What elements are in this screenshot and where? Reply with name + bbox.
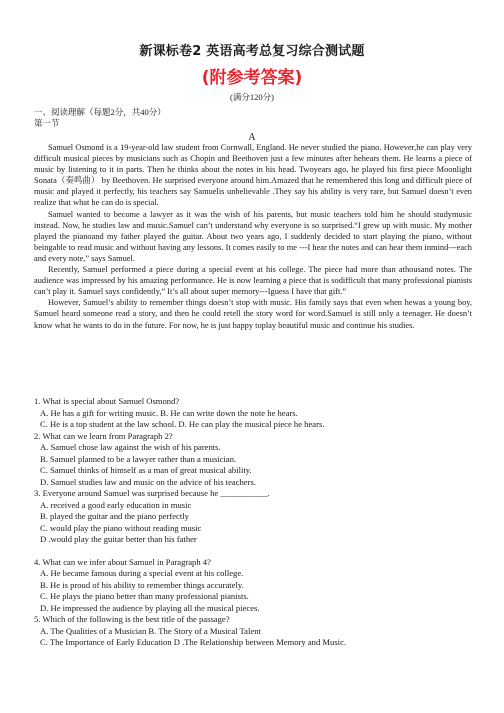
option-line: D. Samuel studies law and music on the advice of his teachers.: [40, 476, 256, 487]
passage-letter: A: [248, 132, 256, 143]
option-line: B. Samuel planned to be a lawyer rather than a musician.: [40, 453, 237, 464]
paragraph-4: However, Samuel’s ability to remember things doesn’t stop with music. His family says that even when hewas a young boy, Samuel heard someone read a story, and then he could retell the story word for word.Samuel is still only a teenager. He doesn’t know what he wants to do in the future. For now, he is just happy toplay beautiful music and continue his studies.: [34, 298, 472, 330]
option-line: A. The Qualities of a Musician B. The Story of a Musical Talent: [40, 625, 261, 636]
option-line: B. He is proud of his ability to remember things accurately.: [40, 579, 244, 590]
option-line: C. Samuel thinks of himself as a man of great musical ability.: [40, 465, 252, 475]
paragraph-3: Recently, Samuel performed a piece during a special event at his college. The piece had more than athousand notes. The audience was impressed by his amazing performance. He is now learning a piece that is sodifficult that many professional pianists can’t play it. Samuel says confidently,” It’s all about super memory---Iguess I have that gift.”: [34, 265, 472, 297]
option-line: C. He is a top student at the law school. D. He can play the musical piece he hears.: [40, 419, 325, 429]
option-line: B. played the guitar and the piano perfectly: [40, 511, 189, 521]
option-line: A. received a good early education in music: [40, 499, 192, 510]
page-title: 新课标卷2 英语高考总复习综合测试题: [139, 44, 365, 59]
question-list: [34, 396, 472, 649]
total-score: (满分120分): [230, 92, 274, 102]
section-heading: 第一节: [34, 118, 60, 128]
paragraph-1: Samuel Osmond is a 19-year-old law student from Cornwall, England. He never studied the piano. However,he can play very difficult musical pieces by musicians such as Chopin and Beethoven just a few minutes after hehears them. He learns a piece of music by listening to it in parts. Then he thinks about the notes in his head. Twoyears ago, he played his first piece Moonlight Sonata（奏鸣曲） by Beethoven. He surprised everyone around him.Amazed that he remembered this long and difficult piece of music and played it perfectly, his teachers say Samuelis unbelievable .They say his ability is very rare, but Samuel doesn’t even realize that what he can do is special.: [34, 143, 472, 208]
option-line: C. would play the piano without reading music: [40, 522, 202, 533]
option-line: A. He has a gift for writing music. B. He can write down the note he hears.: [40, 407, 298, 418]
part-heading: 一、阅读理解（每题2分，共40分）: [34, 107, 166, 117]
passage-body: [34, 142, 472, 331]
question-4: 4. What can we infer about Samuel in Paragraph 4?: [34, 556, 211, 567]
option-line: D .would play the guitar better than his father: [40, 534, 197, 544]
answer-key-note: (附参考答案): [201, 68, 303, 88]
option-line: D. He impressed the audience by playing all the musical pieces.: [40, 602, 260, 613]
question-5: 5. Which of the following is the best title of the passage?: [34, 614, 230, 624]
option-line: C. He plays the piano better than many professional pianists.: [40, 591, 249, 601]
option-line: A. Samuel chose law against the wish of his parents.: [40, 442, 221, 452]
option-line: A. He became famous during a special event at his college.: [40, 568, 244, 578]
question-2: 2. What can we learn from Paragraph 2?: [34, 430, 173, 441]
paragraph-2: Samuel wanted to become a lawyer as it was the wish of his parents, but music teachers told him he should studymusic instead. Now, he studies law and music.Samuel can’t understand why everyone is so surprised.“I grew up with music. My mother played the pianoand my father played the guitar. About two years ago, I suddenly decided to start playing the piano, without beingable to read music and without having any lessons. It comes easily to me ---I hear the notes and can hear them inmind---each and every note,” says Samuel.: [34, 209, 472, 263]
question-3: 3. Everyone around Samuel was surprised because he ___________.: [34, 488, 270, 498]
question-1: 1. What is special about Samuel Osmond?: [34, 396, 180, 406]
spacer: [34, 546, 472, 557]
option-line: C. The Importance of Early Education D .The Relationship between Memory and Music.: [40, 637, 347, 647]
